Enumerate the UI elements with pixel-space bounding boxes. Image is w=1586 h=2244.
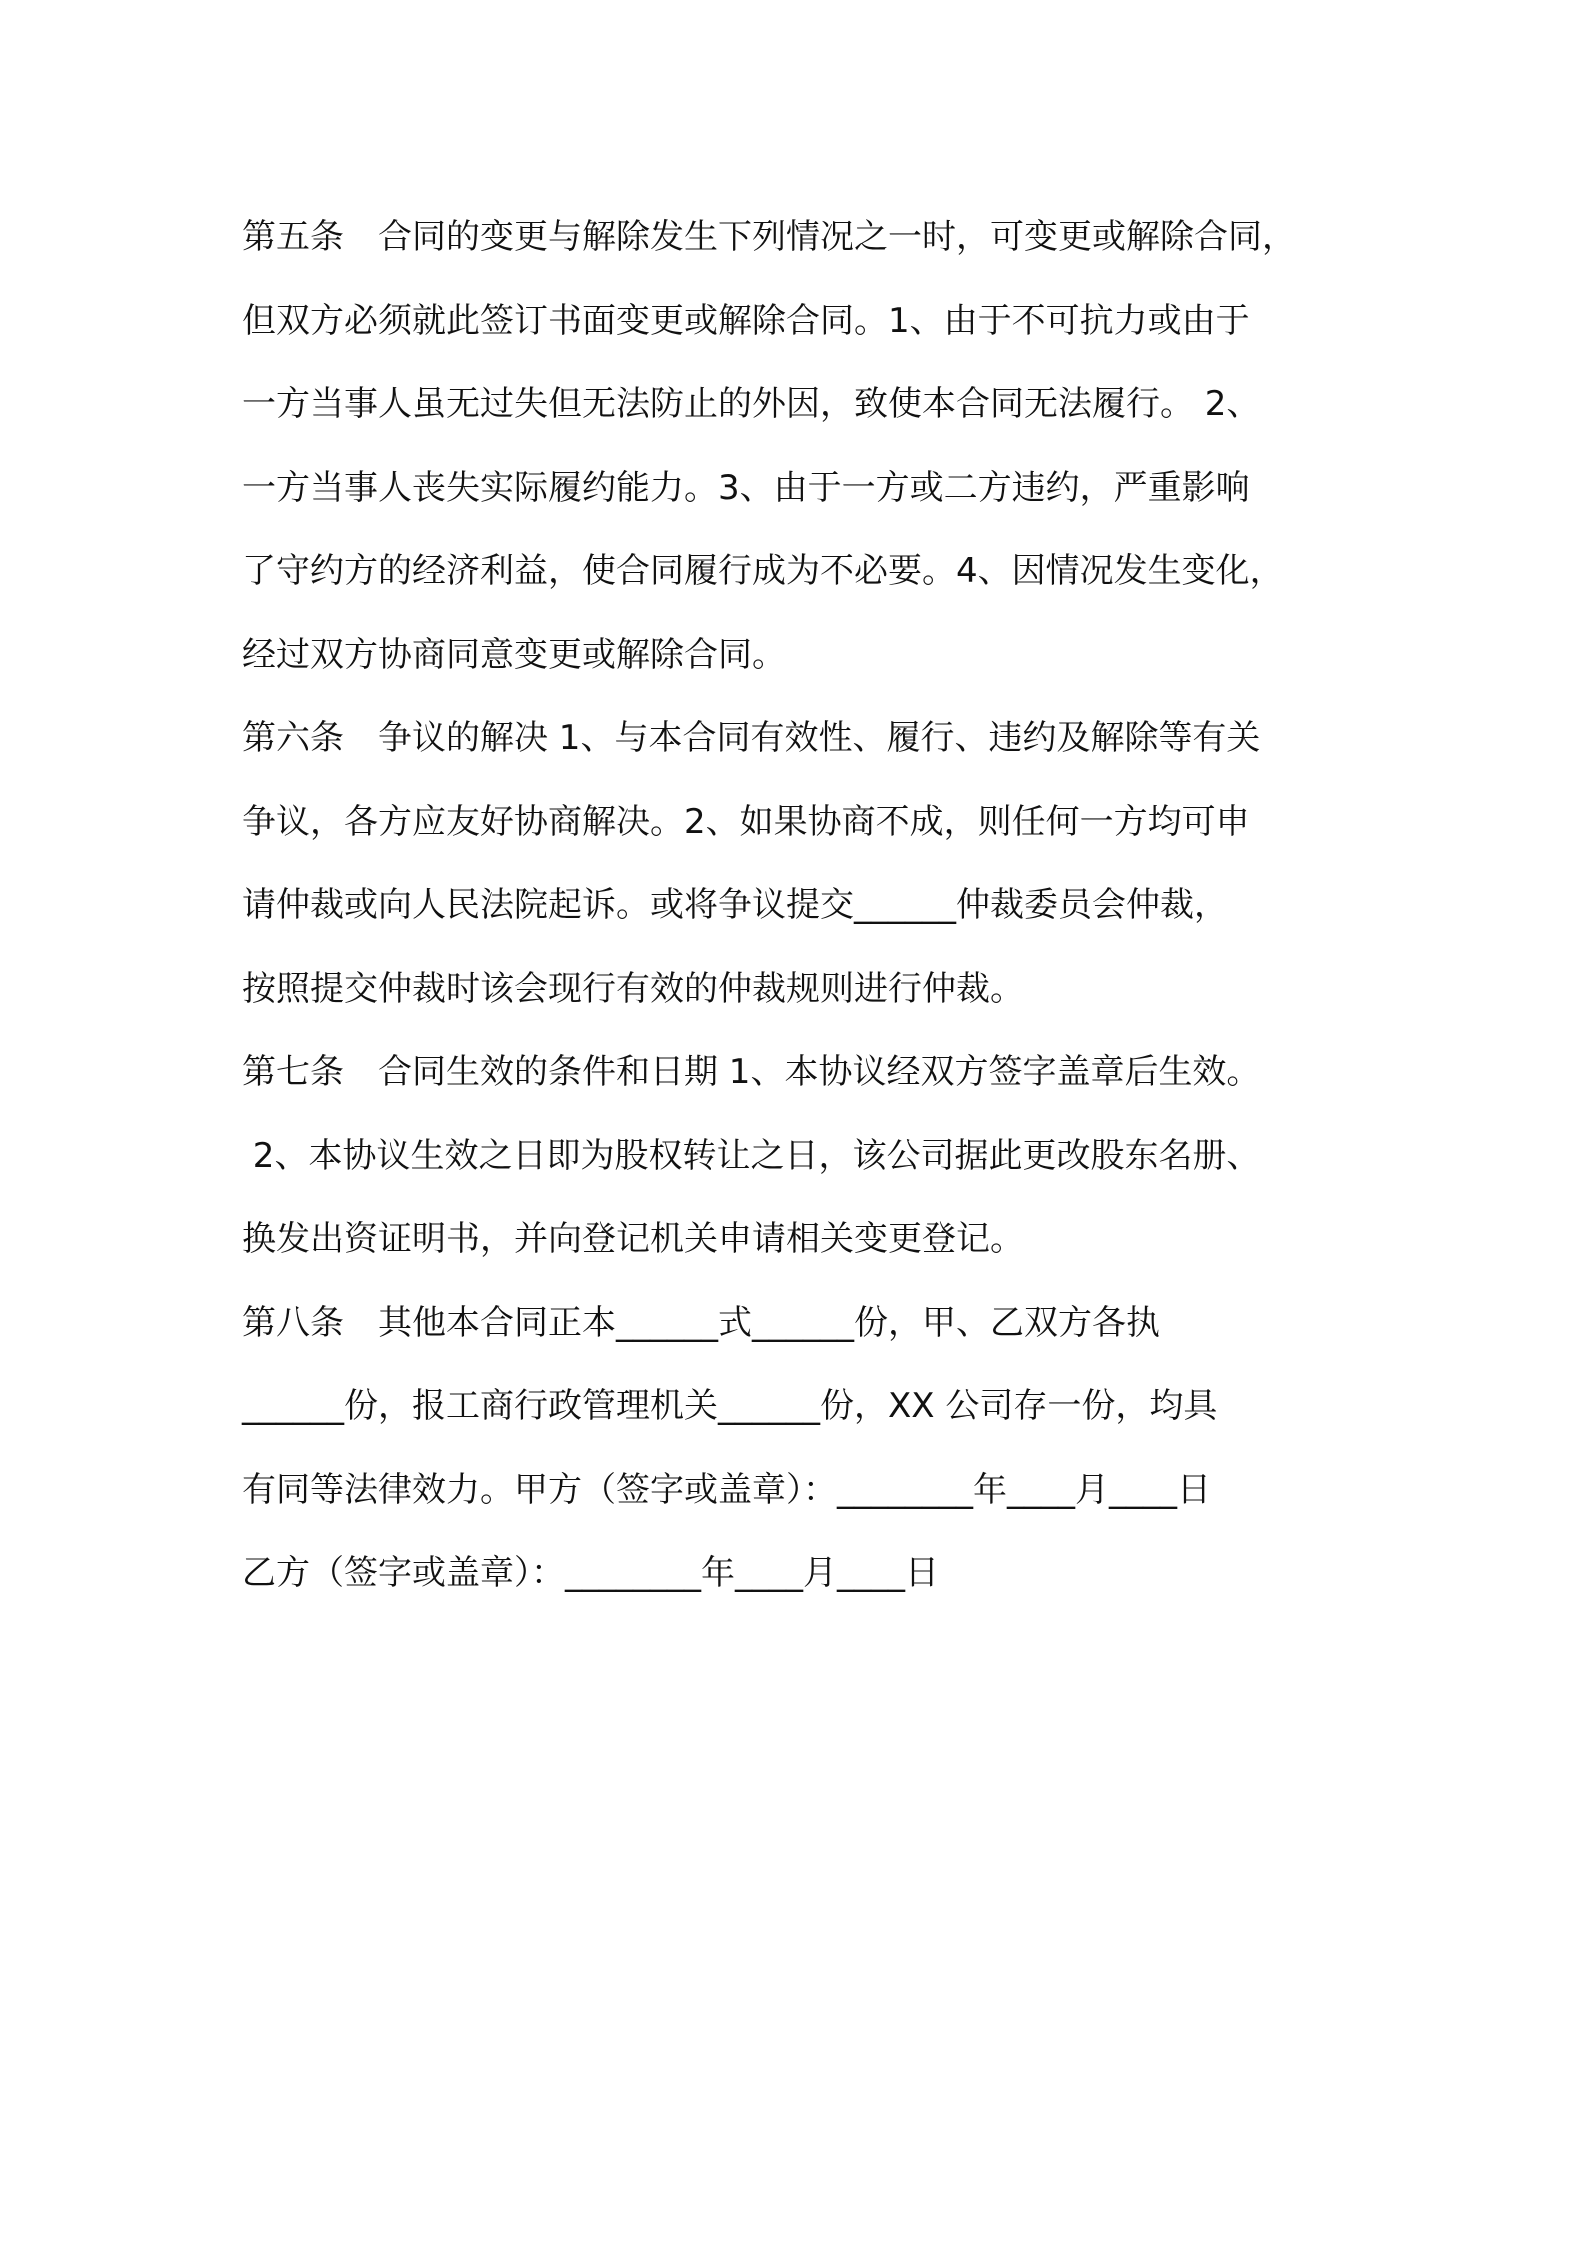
article-6-line: 第六条 争议的解决 1、与本合同有效性、履行、违约及解除等有关 [242,718,1261,758]
party-a-signature-line: 有同等法律效力。甲方（签字或盖章）：________年____月____日 [242,1469,1211,1510]
article-6-line: 按照提交仲裁时该会现行有效的仲裁规则进行仲裁。 [242,968,1024,1009]
article-5-line: 一方当事人丧失实际履约能力。3、由于一方或二方违约，严重影响 [242,467,1250,508]
article-6-line: 争议，各方应友好协商解决。2、如果协商不成，则任何一方均可申 [242,801,1250,842]
article-7-line: 换发出资证明书，并向登记机关申请相关变更登记。 [242,1219,1024,1259]
article-5-line: 但双方必须就此签订书面变更或解除合同。1、由于不可抗力或由于 [242,300,1250,341]
party-b-signature-line: 乙方（签字或盖章）：________年____月____日 [242,1553,939,1593]
article-8-line: 第八条 其他本合同正本______式______份，甲、乙双方各执 [242,1302,1160,1343]
article-6 [242,697,1372,1031]
article-7-line: 第七条 合同生效的条件和日期 1、本协议经双方签字盖章后生效。 [242,1052,1261,1092]
article-8 [242,1282,1372,1616]
article-5-line: 了守约方的经济利益，使合同履行成为不必要。4、因情况发生变化， [242,551,1284,591]
article-7-line: 2、本协议生效之日即为股权转让之日，该公司据此更改股东名册、 [242,1135,1261,1176]
article-5-line: 经过双方协商同意变更或解除合同。 [242,634,786,675]
document-body [242,196,1372,1616]
article-6-line: 请仲裁或向人民法院起诉。或将争议提交______仲裁委员会仲裁， [242,885,1228,925]
article-5-line: 一方当事人虽无过失但无法防止的外因，致使本合同无法履行。 2、 [242,384,1261,424]
article-5 [242,196,1372,697]
article-5-line: 第五条 合同的变更与解除发生下列情况之一时，可变更或解除合同， [242,217,1296,257]
article-8-line: ______份，报工商行政管理机关______份，XX 公司存一份，均具 [242,1386,1218,1426]
article-7 [242,1031,1372,1282]
